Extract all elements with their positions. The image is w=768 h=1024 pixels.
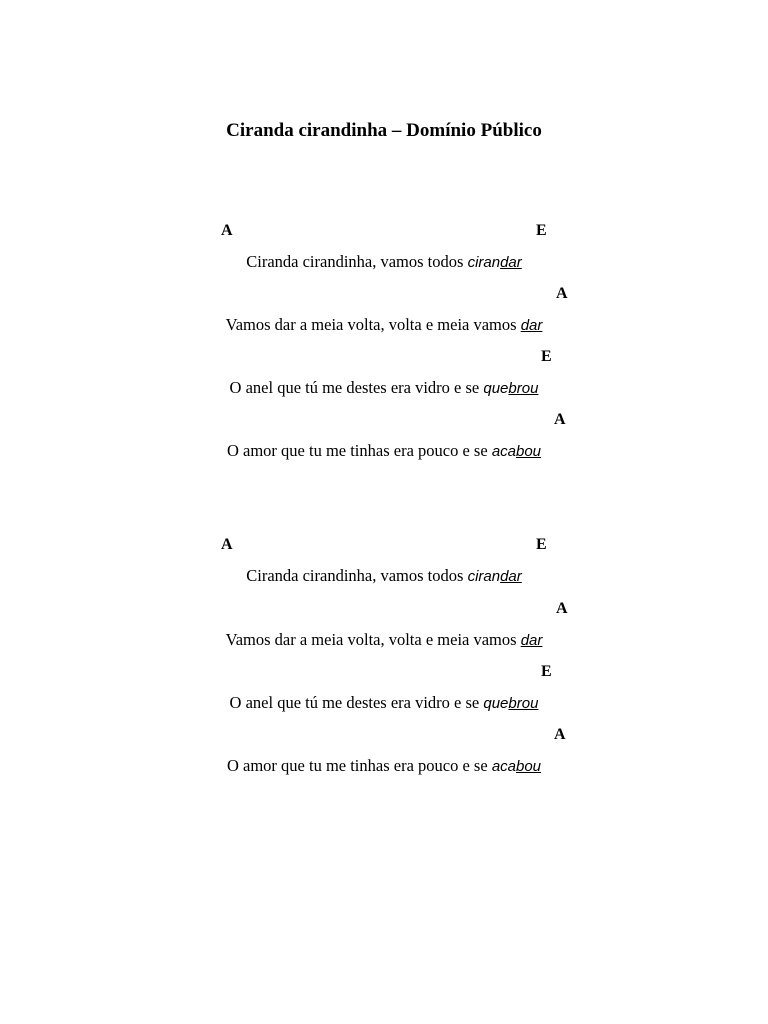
lyric-line: O anel que tú me destes era vidro e se quebrou xyxy=(229,378,539,397)
lyric-line: O amor que tu me tinhas era pouco e se acabou xyxy=(226,441,542,460)
chord: A xyxy=(221,222,233,239)
chord: E xyxy=(541,348,552,365)
lyric-line: O anel que tú me destes era vidro e se quebrou xyxy=(229,693,539,712)
chord: A xyxy=(554,726,566,743)
lyric-line: Ciranda cirandinha, vamos todos cirandar xyxy=(246,566,522,585)
lyric-line: Vamos dar a meia volta, volta e meia vamos dar xyxy=(225,630,543,649)
chord: A xyxy=(556,600,568,617)
chord: A xyxy=(556,285,568,302)
chord: A xyxy=(554,411,566,428)
chord: E xyxy=(541,663,552,680)
lyric-line: Ciranda cirandinha, vamos todos cirandar xyxy=(246,252,522,271)
chord: A xyxy=(221,536,233,553)
lyric-line: Vamos dar a meia volta, volta e meia vamos dar xyxy=(225,315,543,334)
chord: E xyxy=(536,536,547,553)
lyric-line: O amor que tu me tinhas era pouco e se acabou xyxy=(226,756,542,775)
chord: E xyxy=(536,222,547,239)
song-title: Ciranda cirandinha – Domínio Público xyxy=(226,120,542,141)
